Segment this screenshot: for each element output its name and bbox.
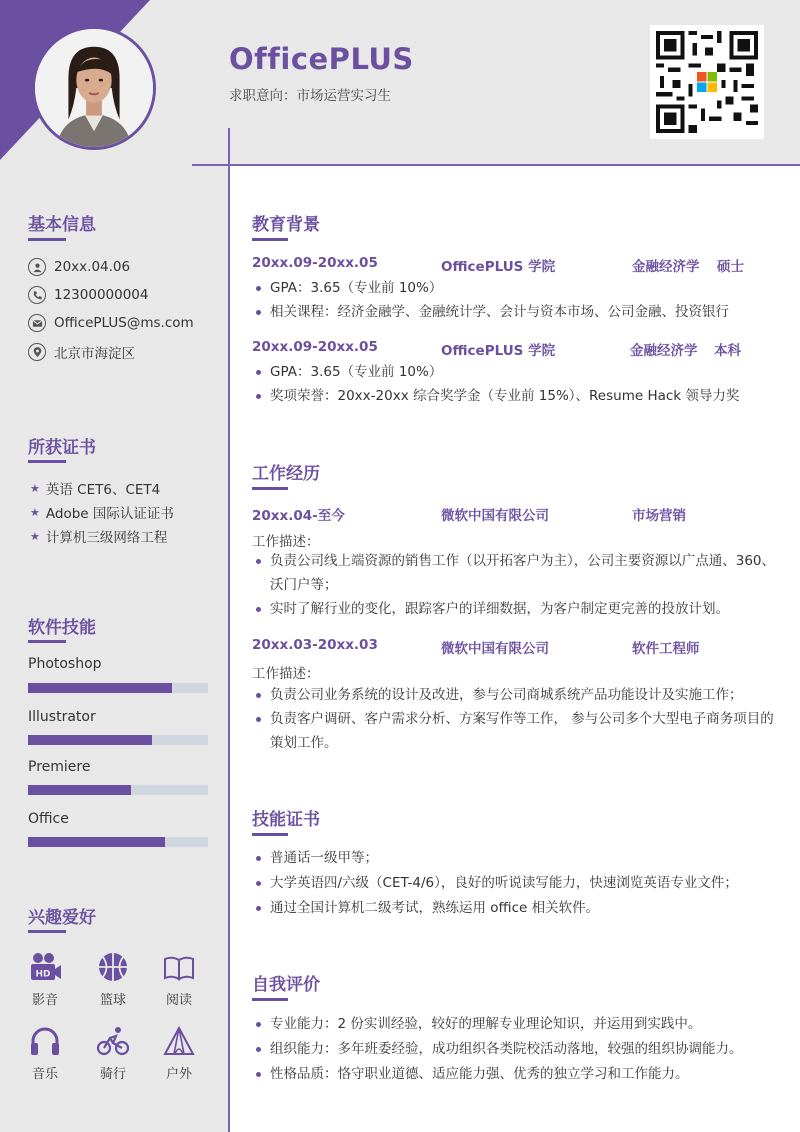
skills-cert-bullet: 普通话一级甲等； bbox=[256, 846, 776, 870]
skill-bar-fill bbox=[28, 683, 172, 693]
certs-underline bbox=[28, 460, 66, 463]
certs-title: 所获证书 bbox=[28, 438, 96, 458]
basketball-icon bbox=[96, 950, 130, 984]
tent-icon bbox=[162, 1024, 196, 1058]
hobby-label: 篮球 bbox=[99, 993, 126, 1008]
education-major: 金融经济学 bbox=[630, 343, 698, 359]
work-role: 软件工程师 bbox=[632, 641, 700, 657]
work-bullet: 负责公司线上端资源的销售工作（以开拓客户为主），公司主要资源以广点通、360、沃门户等； bbox=[256, 549, 776, 597]
software-skills-underline bbox=[28, 640, 66, 643]
skill-bar-fill bbox=[28, 837, 165, 847]
hobby-cycling bbox=[90, 1024, 136, 1082]
skills-cert-underline bbox=[252, 833, 288, 836]
movie-icon bbox=[28, 950, 62, 984]
work-date: 20xx.04-至今 bbox=[252, 508, 345, 524]
work-entry-header bbox=[252, 504, 772, 524]
job-intent: 求职意向：市场运营实习生 bbox=[229, 88, 391, 104]
avatar bbox=[32, 26, 156, 150]
education-entry-header bbox=[252, 255, 772, 275]
contact-email-text[interactable]: OfficePLUS@ms.com bbox=[54, 315, 194, 331]
work-company: 微软中国有限公司 bbox=[441, 641, 549, 657]
education-bullet: 奖项荣誉：20xx-20xx 综合奖学金（专业前 15%）、Resume Hack 领导力奖 bbox=[256, 384, 776, 408]
basic-info-title: 基本信息 bbox=[28, 215, 96, 235]
cert-text: Adobe 国际认证证书 bbox=[45, 506, 174, 522]
hobby-reading bbox=[156, 950, 202, 1008]
work-bullet: 负责客户调研、客户需求分析、方案写作等工作， 参与公司多个大型电子商务项目的策划工作。 bbox=[256, 707, 776, 755]
cert-item bbox=[30, 502, 174, 522]
self-eval-bullet: 性格品质：恪守职业道德、适应能力强、优秀的独立学习和工作能力。 bbox=[256, 1062, 776, 1086]
education-date: 20xx.09-20xx.05 bbox=[252, 255, 378, 271]
hobby-label: 骑行 bbox=[99, 1067, 126, 1082]
cert-text: 计算机三级网络工程 bbox=[45, 530, 168, 546]
star-icon: ★ bbox=[30, 529, 40, 543]
work-bullet: 实时了解行业的变化，跟踪客户的详细数据，为客户制定更完善的投放计划。 bbox=[256, 597, 776, 621]
hobby-label: 户外 bbox=[165, 1067, 192, 1082]
contact-birthday bbox=[28, 258, 130, 276]
education-bullet: 相关课程：经济金融学、金融统计学、会计与资本市场、公司金融、投资银行 bbox=[256, 300, 776, 324]
cert-text: 英语 CET6、CET4 bbox=[45, 482, 161, 498]
education-underline bbox=[252, 238, 288, 241]
skill-bar bbox=[28, 837, 208, 847]
person-icon bbox=[28, 258, 46, 276]
location-icon bbox=[28, 343, 46, 361]
phone-icon bbox=[28, 286, 46, 304]
cycling-icon bbox=[96, 1024, 130, 1058]
education-date: 20xx.09-20xx.05 bbox=[252, 339, 378, 355]
star-icon: ★ bbox=[30, 481, 40, 495]
skills-cert-bullet: 通过全国计算机二级考试，熟练运用 office 相关软件。 bbox=[256, 896, 776, 920]
skills-cert-title: 技能证书 bbox=[252, 810, 320, 830]
self-eval-underline bbox=[252, 998, 288, 1001]
work-company: 微软中国有限公司 bbox=[441, 508, 549, 524]
contact-location bbox=[28, 342, 135, 362]
skill-bar-fill bbox=[28, 785, 131, 795]
self-eval-bullet: 组织能力：多年班委经验，成功组织各类院校活动落地，较强的组织协调能力。 bbox=[256, 1037, 776, 1061]
skill-bar bbox=[28, 683, 208, 693]
skill-name: Illustrator bbox=[28, 709, 96, 725]
work-desc-label: 工作描述： bbox=[252, 666, 320, 682]
education-school: OfficePLUS 学院 bbox=[441, 343, 556, 359]
hobby-label: 音乐 bbox=[31, 1067, 58, 1082]
basic-info-underline bbox=[28, 238, 66, 241]
hobby-movie bbox=[22, 950, 68, 1008]
work-underline bbox=[252, 487, 288, 490]
cert-item bbox=[30, 526, 167, 546]
svg-text:HD: HD bbox=[35, 969, 51, 980]
education-degree: 本科 bbox=[714, 343, 741, 359]
skill-name: Photoshop bbox=[28, 656, 102, 672]
contact-phone bbox=[28, 286, 148, 304]
work-date: 20xx.03-20xx.03 bbox=[252, 637, 378, 653]
horizontal-divider bbox=[192, 164, 800, 166]
candidate-name: OfficePLUS bbox=[229, 42, 414, 76]
contact-birthday-text: 20xx.04.06 bbox=[54, 259, 131, 275]
skill-bar bbox=[28, 785, 208, 795]
skill-bar-fill bbox=[28, 735, 152, 745]
hobby-basketball bbox=[90, 950, 136, 1008]
book-icon bbox=[162, 950, 196, 984]
education-major: 金融经济学 bbox=[632, 259, 700, 275]
skill-bar bbox=[28, 735, 208, 745]
contact-phone-text: 12300000004 bbox=[54, 287, 149, 303]
education-bullet: GPA：3.65（专业前 10%） bbox=[256, 360, 776, 384]
contact-email bbox=[28, 314, 194, 332]
hobbies-title: 兴趣爱好 bbox=[28, 908, 96, 928]
qr-code-icon bbox=[656, 31, 758, 133]
education-entry-header bbox=[252, 339, 772, 359]
qr-code bbox=[650, 25, 764, 139]
skill-name: Premiere bbox=[28, 759, 91, 775]
work-role: 市场营销 bbox=[632, 508, 686, 524]
work-desc-label: 工作描述： bbox=[252, 534, 320, 550]
skills-cert-bullet: 大学英语四/六级（CET-4/6），良好的听说读写能力，快速浏览英语专业文件； bbox=[256, 871, 776, 895]
mail-icon bbox=[28, 314, 46, 332]
vertical-divider bbox=[228, 128, 230, 1132]
hobby-music bbox=[22, 1024, 68, 1082]
hobby-label: 影音 bbox=[31, 993, 58, 1008]
hobby-label: 阅读 bbox=[165, 993, 192, 1008]
hobbies-underline bbox=[28, 930, 66, 933]
software-skills-title: 软件技能 bbox=[28, 618, 96, 638]
work-bullet: 负责公司业务系统的设计及改进，参与公司商城系统产品功能设计及实施工作； bbox=[256, 683, 776, 707]
education-school: OfficePLUS 学院 bbox=[441, 259, 556, 275]
hobby-outdoor bbox=[156, 1024, 202, 1082]
self-eval-title: 自我评价 bbox=[252, 975, 320, 995]
education-degree: 硕士 bbox=[717, 259, 744, 275]
self-eval-bullet: 专业能力：2 份实训经验，较好的理解专业理论知识，并运用到实践中。 bbox=[256, 1012, 776, 1036]
star-icon: ★ bbox=[30, 505, 40, 519]
work-title: 工作经历 bbox=[252, 464, 320, 484]
cert-item bbox=[30, 478, 160, 498]
work-entry-header bbox=[252, 637, 772, 657]
contact-location-text: 北京市海淀区 bbox=[54, 346, 135, 362]
education-title: 教育背景 bbox=[252, 215, 320, 235]
skill-name: Office bbox=[28, 811, 69, 827]
portrait-image bbox=[35, 29, 153, 147]
headphones-icon bbox=[28, 1024, 62, 1058]
education-bullet: GPA：3.65（专业前 10%） bbox=[256, 276, 776, 300]
